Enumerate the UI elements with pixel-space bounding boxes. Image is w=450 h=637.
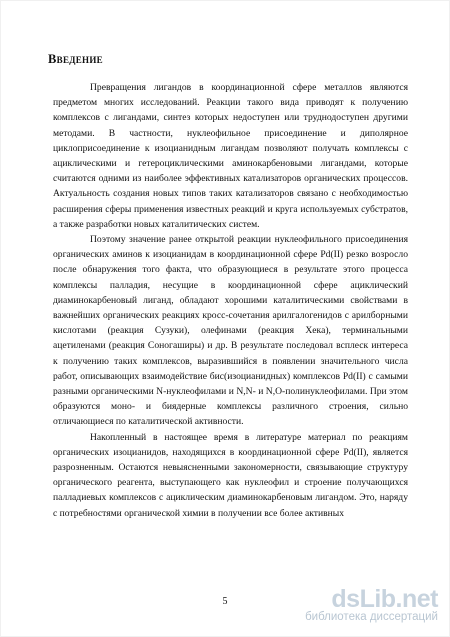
body-text: [53, 80, 408, 521]
watermark: [305, 586, 438, 623]
paragraph-3: Накопленный в настоящее время в литературе материал по реакциям органических изоцианидов, находящихся в координационной сфере Pd(II), является разрозненным. Остаются невыясненными закономерности, связывающие структуру органического реагента, выступающего как нуклеофил и строение получающихся палладиевых комплексов с ациклическим диаминокарбеновым лигандом. Это, наряду с потребностями органической химии в получении все более активных: [53, 431, 408, 519]
paragraph-1: Превращения лигандов в координационной сфере металлов являются предметом многих исследований. Реакции такого вида приводят к получению комплексов с лигандами, синтез которых недоступен или труднодоступен другими методами. В частности, нуклеофильное присоединение и диполярное циклоприсоединение к изоцианидным лигандам позволяют получать комплексы с ациклическими и гетероциклическими аминокарбеновыми лигандами, которые считаются одними из наиболее эффективных катализаторов органических процессов. Актуальность создания новых типов таких катализаторов связано с необходимостью расширения сферы применения известных реакций и круга используемых субстратов, а также разработки новых каталитических систем.: [53, 82, 408, 230]
paragraph-2: Поэтому значение ранее открытой реакции нуклеофильного присоединения органических аминов к изоцианидам в координационной сфере Pd(II) резко возросло после обнаружения того факта, что образующиеся в результате этого процесса комплексы палладия, несущие в координационной сфере ациклический диаминокарбеновый лиганд, обладают хорошими каталитическими свойствами в важнейших органических реакциях кросс-сочетания арилгалогенидов с арилборными кислотами (реакция Сузуки), олефинами (реакция Хека), терминальными ацетиленами (реакция Соногаширы) и др. В результате последовал всплеск интереса к получению таких комплексов, выразившийся в появлении значительного числа работ, описывающих взаимодействие бис(изоцианидных) комплексов Pd(II) с самыми разными органическими N-нуклеофилами и N,N- и N,O-полинуклеофилами. При этом образуются моно- и биядерные комплексы различного строения, сильно отличающиеся по каталитической активности.: [53, 234, 408, 428]
watermark-subtitle: библиотека диссертаций: [305, 611, 438, 623]
page-number: 5: [222, 596, 228, 607]
section-heading: Введение: [48, 52, 103, 66]
watermark-logo: dsLib.net: [331, 585, 438, 613]
